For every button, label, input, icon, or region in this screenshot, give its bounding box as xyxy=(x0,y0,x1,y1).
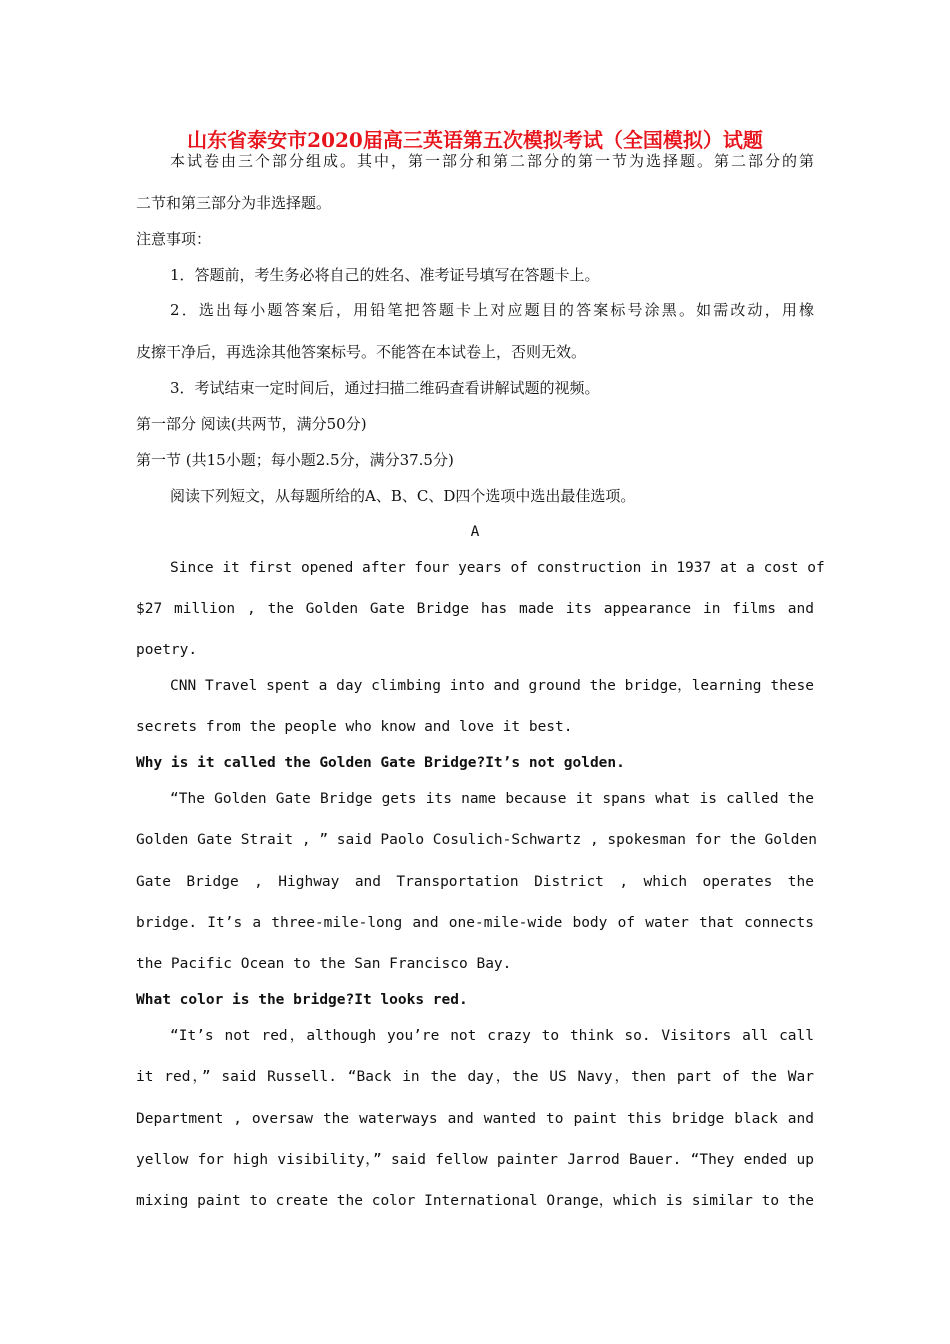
passage-line: Since it first opened after four years of construction in 1937 at a cost of xyxy=(170,560,825,576)
section-instruction: 阅读下列短文，从每题所给的A、B、C、D四个选项中选出最佳选项。 xyxy=(170,487,636,505)
passage-line: mixing paint to create the color International Orange，which is similar to the xyxy=(136,1193,814,1209)
notes-heading: 注意事项： xyxy=(136,230,212,248)
passage-line: secrets from the people who know and love it best. xyxy=(136,719,573,735)
passage-line: “The Golden Gate Bridge gets its name because it spans what is called the xyxy=(170,791,814,807)
passage-line: bridge. It’s a three-mile-long and one-mile-wide body of water that connects xyxy=(136,915,814,931)
notes-item: 3．考试结束一定时间后，通过扫描二维码查看讲解试题的视频。 xyxy=(170,379,600,397)
intro-line: 二节和第三部分为非选择题。 xyxy=(136,194,332,212)
passage-line: yellow for high visibility，” said fellow painter Jarrod Bauer. “They ended up xyxy=(136,1152,814,1168)
passage-subheading: Why is it called the Golden Gate Bridge?It’s not golden. xyxy=(136,755,625,771)
passage-line: Department , oversaw the waterways and wanted to paint this bridge black and xyxy=(136,1111,814,1127)
notes-item: 1．答题前，考生务必将自己的姓名、准考证号填写在答题卡上。 xyxy=(170,266,600,284)
passage-line: $27 million , the Golden Gate Bridge has made its appearance in films and xyxy=(136,601,814,617)
passage-line: it red，” said Russell. “Back in the day，the US Navy，then part of the War xyxy=(136,1069,814,1085)
passage-label: A xyxy=(470,524,480,540)
passage-line: the Pacific Ocean to the San Francisco Bay. xyxy=(136,956,512,972)
passage-line: Golden Gate Strait , ” said Paolo Cosulich-Schwartz , spokesman for the Golden xyxy=(136,832,817,848)
notes-item: 2．选出每小题答案后，用铅笔把答题卡上对应题目的答案标号涂黑。如需改动，用橡 xyxy=(170,301,814,319)
part-heading: 第一部分 阅读(共两节，满分50分) xyxy=(136,415,367,433)
intro-line: 本试卷由三个部分组成。其中，第一部分和第二部分的第一节为选择题。第二部分的第 xyxy=(170,152,814,170)
passage-line: poetry. xyxy=(136,642,198,658)
passage-subheading: What color is the bridge?It looks red. xyxy=(136,992,468,1008)
section-heading: 第一节 (共15小题；每小题2.5分，满分37.5分) xyxy=(136,451,454,469)
document-title: 山东省泰安市2020届高三英语第五次模拟考试（全国模拟）试题 xyxy=(187,128,763,152)
passage-line: “It’s not red，although you’re not crazy to think so. Visitors all call xyxy=(170,1028,814,1044)
passage-line: Gate Bridge , Highway and Transportation District , which operates the xyxy=(136,874,814,890)
passage-line: CNN Travel spent a day climbing into and ground the bridge，learning these xyxy=(170,678,814,694)
notes-item: 皮擦干净后，再选涂其他答案标号。不能答在本试卷上，否则无效。 xyxy=(136,343,587,361)
